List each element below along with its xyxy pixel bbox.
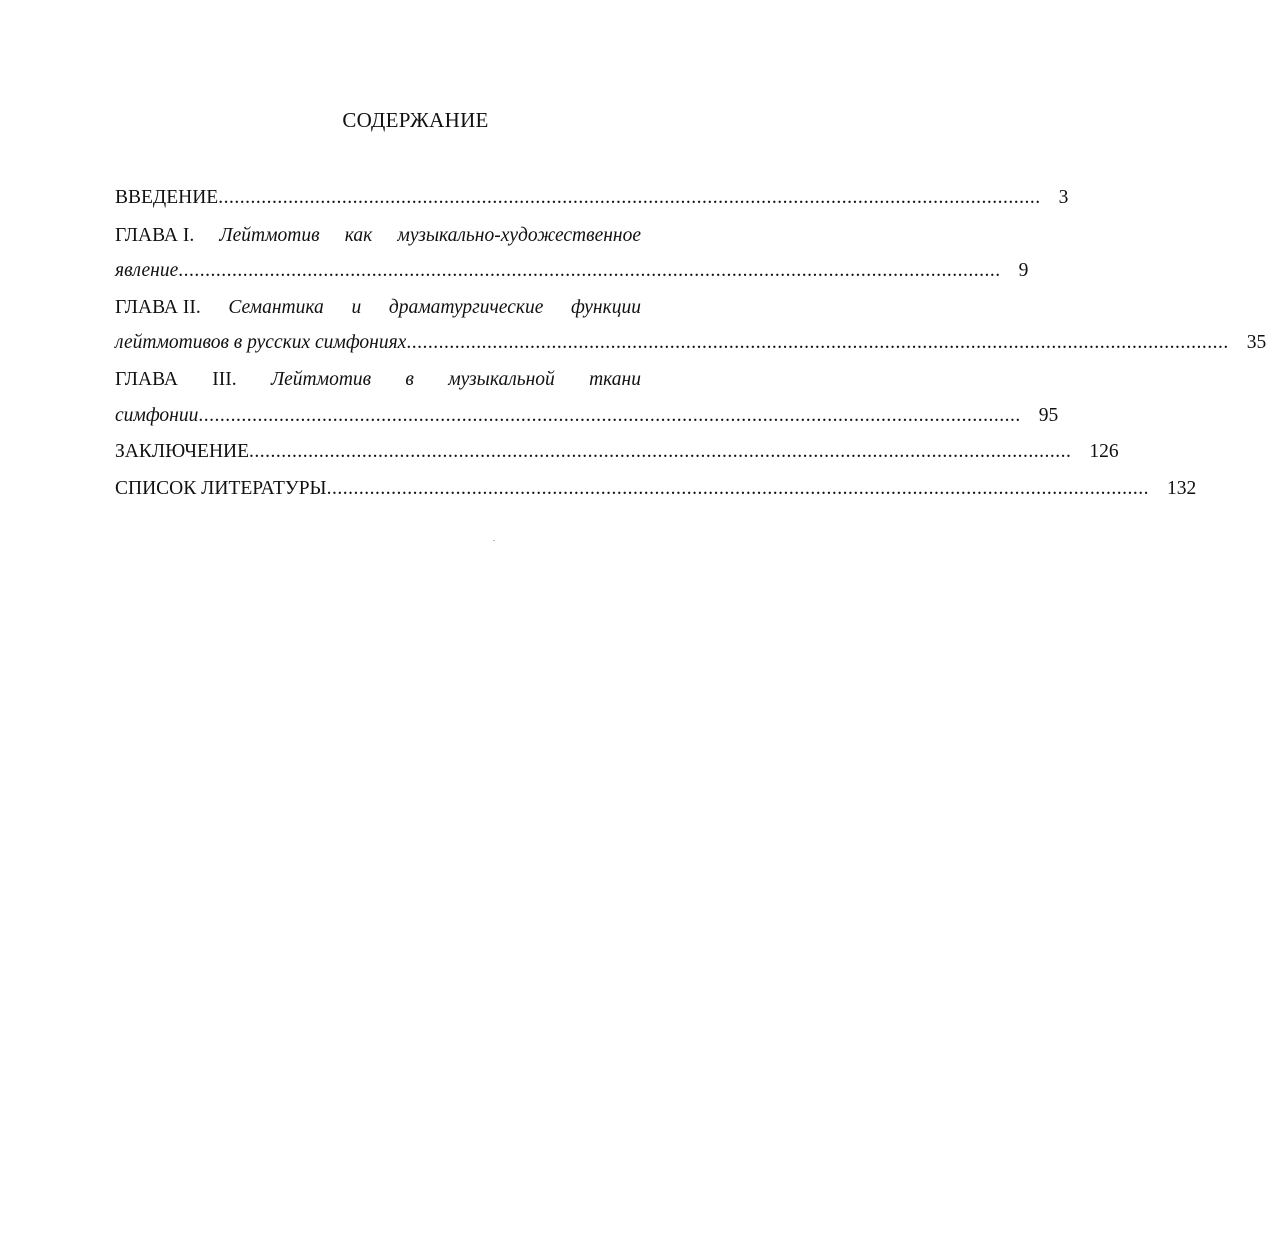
toc-entry-bibliography[interactable] (115, 477, 1197, 501)
toc-leader-dots: ......................................................................................................................................................... (249, 441, 1072, 462)
toc-entry-ch3-line1[interactable] (115, 368, 641, 392)
toc-title-word: Семантика (228, 297, 324, 318)
toc-entry-label: лейтмотивов в русских симфониях (115, 332, 407, 353)
toc-title-word: драматургические (388, 297, 544, 318)
toc-chapter-prefix: ГЛАВА II. (115, 297, 201, 318)
toc-entry-ch1-line2[interactable] (115, 259, 1029, 283)
toc-page-number: 132 (1166, 478, 1197, 499)
toc-leader-dots: ......................................................................................................................................................... (178, 260, 1001, 281)
toc-leader-dots: ......................................................................................................................................................... (198, 405, 1021, 426)
toc-leader-dots: ......................................................................................................................................................... (326, 478, 1149, 499)
toc-chapter-prefix-word: ГЛАВА (115, 369, 178, 390)
toc-title-word: Лейтмотив (219, 225, 320, 246)
toc-entry-ch1-line1[interactable] (115, 224, 641, 248)
toc-entry-ch3-line2[interactable] (115, 404, 1059, 428)
toc-entry-intro[interactable] (115, 186, 1069, 210)
toc-entry-conclusion[interactable] (115, 440, 1119, 464)
toc-title-word: как (344, 225, 373, 246)
toc-entry-label: СПИСОК ЛИТЕРАТУРЫ (115, 478, 327, 499)
toc-title-word: ткани (589, 369, 641, 390)
page-title: СОДЕРЖАНИЕ (342, 108, 489, 132)
toc-chapter-prefix: ГЛАВА I. (115, 225, 195, 246)
toc-title-word: Лейтмотив (270, 369, 372, 390)
scan-speck (493, 540, 495, 541)
toc-title-word: в (405, 369, 414, 390)
toc-chapter-prefix-word: III. (212, 369, 237, 390)
toc-title-word: функции (571, 297, 641, 318)
toc-entry-ch2-line1[interactable] (115, 296, 641, 320)
toc-entry-label: ВВЕДЕНИЕ (115, 187, 219, 208)
toc-title-word: и (351, 297, 362, 318)
toc-page-number: 9 (1018, 260, 1029, 281)
toc-leader-dots: ......................................................................................................................................................... (218, 187, 1041, 208)
toc-page-number: 35 (1246, 332, 1267, 353)
toc-entry-label: ЗАКЛЮЧЕНИЕ (115, 441, 250, 462)
toc-page-number: 95 (1038, 405, 1059, 426)
toc-page-number: 3 (1058, 187, 1069, 208)
toc-leader-dots: ......................................................................................................................................................... (406, 332, 1229, 353)
toc-entry-label: симфонии (115, 405, 199, 426)
toc-title-word: музыкально-художественное (397, 225, 641, 246)
toc-page-number: 126 (1089, 441, 1119, 462)
toc-entry-label: явление (115, 260, 179, 281)
toc-title-word: музыкальной (448, 369, 555, 390)
toc-entry-ch2-line2[interactable] (115, 331, 1267, 355)
